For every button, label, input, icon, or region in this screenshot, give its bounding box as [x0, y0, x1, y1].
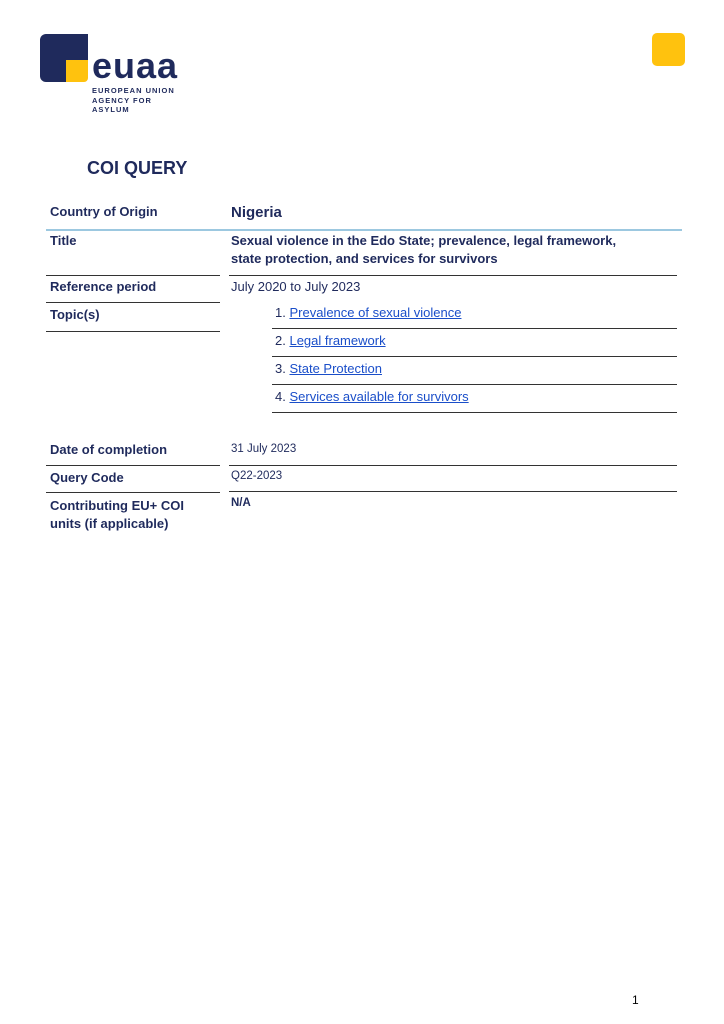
contrib-label-line1: Contributing EU+ COI: [50, 498, 184, 513]
divider: [272, 412, 677, 413]
divider: [46, 465, 220, 466]
title-value-line2: state protection, and services for survivors: [231, 251, 498, 266]
corner-badge-icon: [652, 33, 685, 66]
divider: [229, 491, 677, 492]
topic-number: 3.: [275, 361, 286, 376]
logo-subtitle-1: EUROPEAN UNION: [92, 86, 175, 95]
divider: [46, 331, 220, 332]
divider: [46, 275, 220, 276]
topic-link-services[interactable]: Services available for survivors: [289, 389, 469, 404]
query-code-value: Q22-2023: [231, 470, 283, 482]
divider: [272, 384, 677, 385]
topic-number: 4.: [275, 389, 286, 404]
topic-number: 2.: [275, 333, 286, 348]
topic-number: 1.: [275, 305, 286, 320]
topic-link-legal-framework[interactable]: Legal framework: [289, 333, 386, 348]
divider: [272, 356, 677, 357]
contrib-label-line2: units (if applicable): [50, 516, 169, 531]
topics-label: Topic(s): [50, 307, 100, 322]
euaa-logo: [40, 34, 190, 114]
topic-item: [275, 305, 461, 320]
divider: [229, 465, 677, 466]
topic-item: [275, 333, 386, 348]
divider: [272, 328, 677, 329]
reference-label: Reference period: [50, 279, 157, 294]
page-title: COI QUERY: [87, 158, 188, 178]
title-label: Title: [50, 233, 77, 248]
completion-label: Date of completion: [50, 442, 168, 457]
reference-value: July 2020 to July 2023: [231, 279, 361, 294]
country-value: Nigeria: [231, 204, 282, 221]
completion-value: 31 July 2023: [231, 443, 297, 455]
divider: [46, 229, 682, 231]
topic-link-prevalence[interactable]: Prevalence of sexual violence: [289, 305, 462, 320]
query-code-label: Query Code: [50, 470, 124, 485]
country-label: Country of Origin: [50, 204, 158, 219]
logo-wordmark: euaa: [92, 45, 179, 86]
contrib-value: N/A: [231, 497, 251, 509]
logo-accent-icon: [66, 60, 88, 82]
topic-item: [275, 389, 469, 404]
divider: [229, 275, 677, 276]
logo-subtitle-2: AGENCY FOR ASYLUM: [92, 96, 152, 114]
topic-item: [275, 361, 382, 376]
title-value-line1: Sexual violence in the Edo State; prevalence, legal framework,: [231, 233, 617, 248]
topic-link-state-protection[interactable]: State Protection: [289, 361, 382, 376]
divider: [46, 302, 220, 303]
divider: [46, 492, 220, 493]
page-number: 1: [632, 993, 639, 1007]
